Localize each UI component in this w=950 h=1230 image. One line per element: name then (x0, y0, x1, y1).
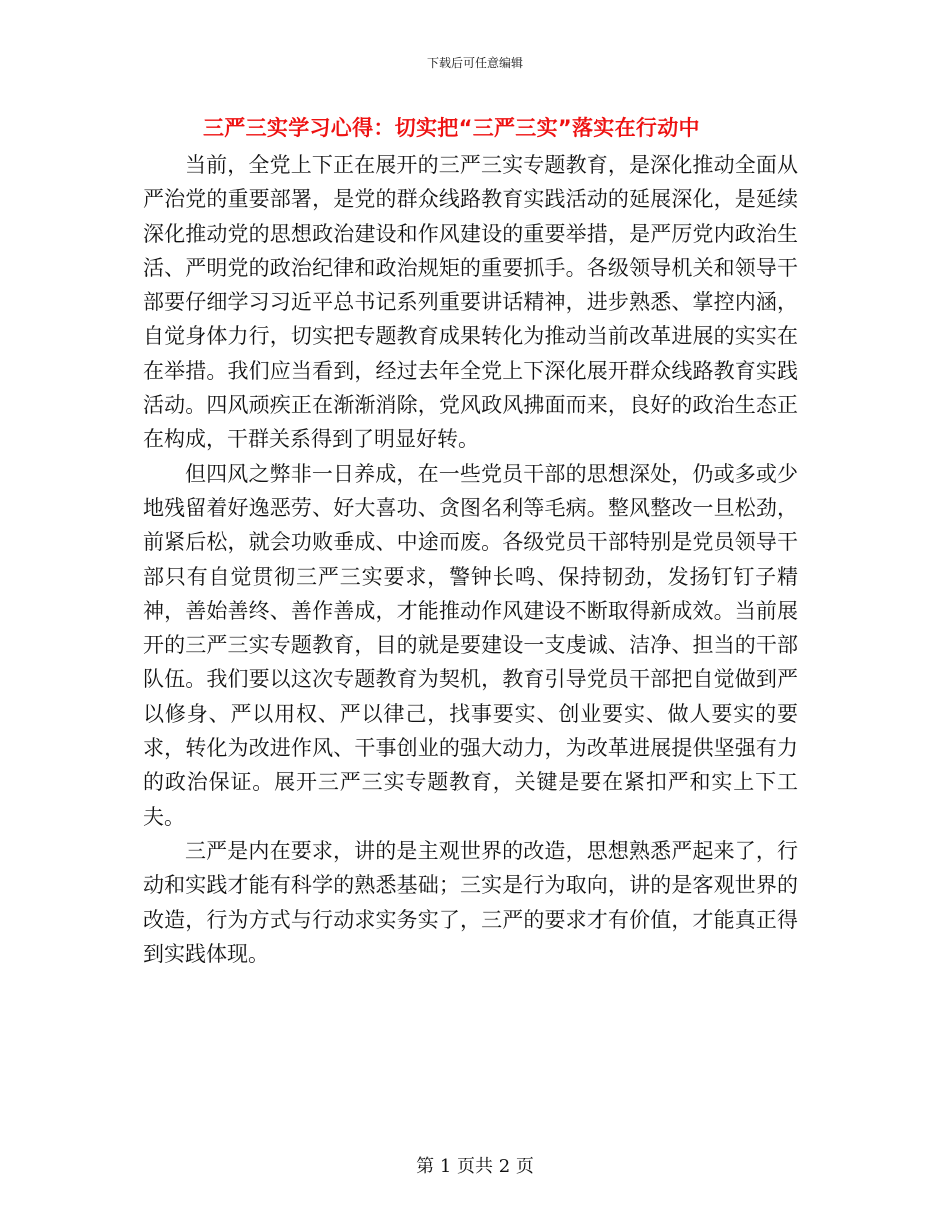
page-header-note: 下载后可任意编辑 (426, 56, 523, 70)
paragraph-1: 当前，全党上下正在展开的三严三实专题教育，是深化推动全面从严治党的重要部署，是党的群众线路教育实践活动的延展深化，是延续深化推动党的思想政治建设和作风建设的重要举措，是严厉党内政治生活、严明党的政治纪律和政治规矩的重要抓手。各级领导机关和领导干部要仔细学习习近平总书记系列重要讲话精神，进步熟悉、掌控内涵，自觉身体力行，切实把专题教育成果转化为推动当前改革进展的实实在在举措。我们应当看到，经过去年全党上下深化展开群众线路教育实践活动。四风顽疾正在渐渐消除，党风政风拂面而来，良好的政治生态正在构成，干群关系得到了明显好转。 (143, 153, 798, 452)
page-footer: 第 1 页共 2 页 (416, 1156, 534, 1177)
document-title: 三严三实学习心得：切实把“三严三实”落实在行动中 (203, 116, 700, 140)
paragraph-3: 三严是内在要求，讲的是主观世界的改造，思想熟悉严起来了，行动和实践才能有科学的熟悉基础；三实是行为取向，讲的是客观世界的改造，行为方式与行动求实务实了，三严的要求才有价值，才能真正得到实践体现。 (143, 838, 798, 966)
document-body (143, 148, 798, 971)
paragraph-2: 但四风之弊非一日养成，在一些党员干部的思想深处，仍或多或少地残留着好逸恶劳、好大喜功、贪图名利等毛病。整风整改一旦松劲，前紧后松，就会功败垂成、中途而废。各级党员干部特别是党员领导干部只有自觉贯彻三严三实要求，警钟长鸣、保持韧劲，发扬钉钉子精神，善始善终、善作善成，才能推动作风建设不断取得新成效。当前展开的三严三实专题教育，目的就是要建设一支虔诚、洁净、担当的干部队伍。我们要以这次专题教育为契机，教育引导党员干部把自觉做到严以修身、严以用权、严以律己，找事要实、创业要实、做人要实的要求，转化为改进作风、干事创业的强大动力，为改革进展提供坚强有力的政治保证。展开三严三实专题教育，关键是要在紧扣严和实上下工夫。 (143, 461, 798, 829)
